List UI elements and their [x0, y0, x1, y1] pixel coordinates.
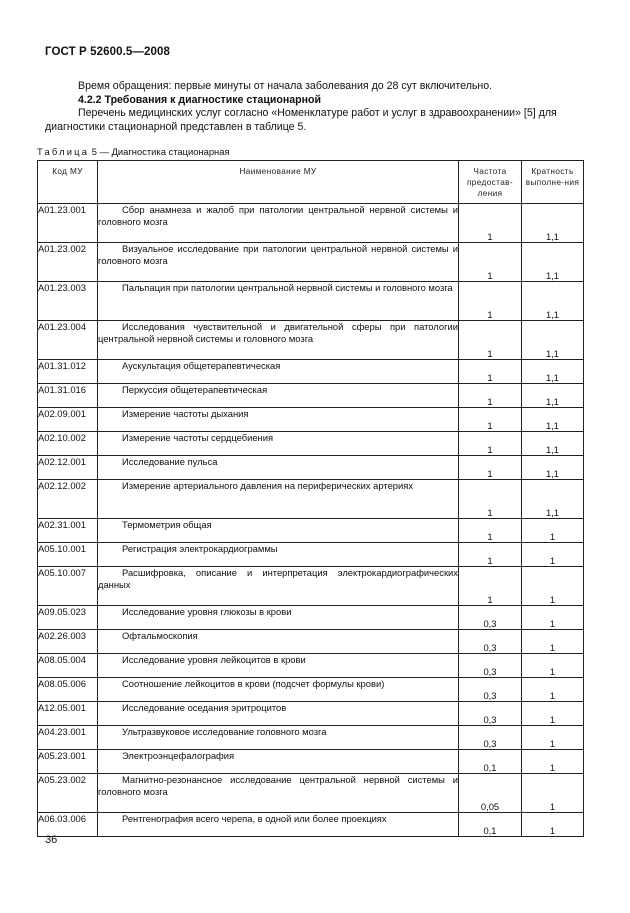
table-row: [38, 567, 584, 606]
cell-name: [98, 321, 459, 360]
cell-frequency: 0,05: [459, 774, 522, 813]
cell-frequency: 1: [459, 243, 522, 282]
cell-code: A05.10.007: [38, 567, 98, 606]
cell-name: [98, 750, 459, 774]
cell-name-text: Соотношение лейкоцитов в крови (подсчет формулы крови): [122, 678, 385, 689]
cell-name: [98, 654, 459, 678]
cell-code: A01.23.004: [38, 321, 98, 360]
cell-frequency: 1: [459, 432, 522, 456]
cell-name-text: Регистрация электрокардиограммы: [122, 543, 278, 554]
cell-code: A05.10.001: [38, 543, 98, 567]
cell-code: A12.05.001: [38, 702, 98, 726]
cell-code: A02.10.002: [38, 432, 98, 456]
table-row: [38, 456, 584, 480]
cell-code: A02.26.003: [38, 630, 98, 654]
cell-name: [98, 408, 459, 432]
cell-name: [98, 282, 459, 321]
intro-block: [45, 80, 583, 134]
cell-frequency: 1: [459, 282, 522, 321]
cell-frequency: 0,3: [459, 606, 522, 630]
table-row: [38, 243, 584, 282]
cell-name-text: Рентгенография всего черепа, в одной или более проекциях: [122, 813, 387, 824]
cell-code: A06.03.006: [38, 813, 98, 837]
cell-name-text: Исследование уровня лейкоцитов в крови: [122, 654, 306, 665]
cell-name-text: Измерение артериального давления на периферических артериях: [122, 480, 414, 491]
cell-code: A04.23.001: [38, 726, 98, 750]
table-row: [38, 678, 584, 702]
cell-multiplicity: 1: [522, 750, 584, 774]
cell-frequency: 1: [459, 543, 522, 567]
cell-frequency: 1: [459, 384, 522, 408]
cell-code: A08.05.006: [38, 678, 98, 702]
cell-name-text: Перкуссия общетерапевтическая: [122, 384, 268, 395]
cell-name-text: Электроэнцефалография: [122, 750, 235, 761]
page-number: 36: [45, 834, 58, 846]
cell-frequency: 1: [459, 456, 522, 480]
cell-frequency: 1: [459, 408, 522, 432]
cell-frequency: 1: [459, 567, 522, 606]
table-caption: [37, 146, 230, 157]
cell-name: [98, 243, 459, 282]
cell-multiplicity: 1: [522, 813, 584, 837]
cell-code: A05.23.002: [38, 774, 98, 813]
table-row: [38, 408, 584, 432]
caption-text: 5 — Диагностика стационарная: [91, 146, 230, 157]
table-row: [38, 750, 584, 774]
col-header-code: Код МУ: [38, 161, 98, 204]
cell-multiplicity: 1: [522, 654, 584, 678]
cell-name-text: Измерение частоты дыхания: [122, 408, 249, 419]
col-header-multiplicity: Кратность выполне-ния: [522, 161, 584, 204]
section-heading: 4.2.2 Требования к диагностике стационарной: [78, 93, 321, 106]
cell-multiplicity: 1: [522, 630, 584, 654]
table-row: [38, 432, 584, 456]
cell-name: [98, 813, 459, 837]
cell-code: A05.23.001: [38, 750, 98, 774]
cell-name-text: Термометрия общая: [122, 519, 212, 530]
table-row: [38, 606, 584, 630]
cell-multiplicity: 1,1: [522, 282, 584, 321]
time-line: Время обращения: первые минуты от начала заболевания до 28 сут включительно.: [78, 80, 493, 92]
col-header-name: Наименование МУ: [98, 161, 459, 204]
cell-name: [98, 384, 459, 408]
cell-name: [98, 630, 459, 654]
caption-label: Таблица: [37, 146, 90, 157]
cell-frequency: 0,3: [459, 654, 522, 678]
cell-name: [98, 606, 459, 630]
cell-multiplicity: 1,1: [522, 480, 584, 519]
table-row: [38, 654, 584, 678]
cell-name: [98, 726, 459, 750]
cell-code: A02.12.001: [38, 456, 98, 480]
cell-name: [98, 204, 459, 243]
cell-code: A01.23.002: [38, 243, 98, 282]
table-row: [38, 630, 584, 654]
cell-multiplicity: 1: [522, 726, 584, 750]
cell-multiplicity: 1: [522, 543, 584, 567]
cell-code: A08.05.004: [38, 654, 98, 678]
cell-multiplicity: 1,1: [522, 321, 584, 360]
table-row: [38, 282, 584, 321]
table-row: [38, 702, 584, 726]
cell-name: [98, 480, 459, 519]
table-row: [38, 384, 584, 408]
cell-name: [98, 456, 459, 480]
cell-name-text: Расшифровка, описание и интерпретация электрокардиографических данных: [98, 567, 458, 590]
cell-frequency: 0,1: [459, 813, 522, 837]
cell-frequency: 1: [459, 321, 522, 360]
cell-multiplicity: 1,1: [522, 384, 584, 408]
cell-name-text: Магнитно-резонансное исследование центральной нервной системы и головного мозга: [98, 774, 458, 797]
cell-multiplicity: 1,1: [522, 456, 584, 480]
cell-frequency: 0,3: [459, 630, 522, 654]
table-row: [38, 480, 584, 519]
cell-code: A02.09.001: [38, 408, 98, 432]
cell-name-text: Визуальное исследование при патологии центральной нервной системы и головного мозга: [98, 243, 458, 266]
cell-code: A09.05.023: [38, 606, 98, 630]
cell-name-text: Измерение частоты сердцебиения: [122, 432, 274, 443]
cell-multiplicity: 1: [522, 606, 584, 630]
cell-multiplicity: 1: [522, 519, 584, 543]
cell-name-text: Аускультация общетерапевтическая: [122, 360, 281, 371]
cell-name: [98, 432, 459, 456]
cell-code: A02.31.001: [38, 519, 98, 543]
table-row: [38, 774, 584, 813]
intro-paragraph: Перечень медицинских услуг согласно «Номенклатуре работ и услуг в здравоохранении» [5] для диагностики стационарной представлен в таблице 5.: [45, 107, 557, 133]
cell-name-text: Исследование уровня глюкозы в крови: [122, 606, 292, 617]
cell-name-text: Офтальмоскопия: [122, 630, 198, 641]
cell-frequency: 1: [459, 204, 522, 243]
cell-name: [98, 774, 459, 813]
cell-code: A01.23.001: [38, 204, 98, 243]
cell-code: A02.12.002: [38, 480, 98, 519]
table-row: [38, 813, 584, 837]
cell-multiplicity: 1: [522, 567, 584, 606]
cell-code: A01.23.003: [38, 282, 98, 321]
cell-code: A01.31.012: [38, 360, 98, 384]
cell-name-text: Сбор анамнеза и жалоб при патологии центральной нервной системы и головного мозга: [98, 204, 458, 227]
document-header: ГОСТ Р 52600.5—2008: [45, 46, 170, 58]
cell-name: [98, 543, 459, 567]
col-header-frequency: Частота предостав-ления: [459, 161, 522, 204]
cell-frequency: 0,1: [459, 750, 522, 774]
cell-multiplicity: 1,1: [522, 360, 584, 384]
services-table: [37, 160, 584, 837]
cell-multiplicity: 1: [522, 774, 584, 813]
table-row: [38, 321, 584, 360]
table-row: [38, 543, 584, 567]
cell-name: [98, 702, 459, 726]
table-row: [38, 360, 584, 384]
cell-name-text: Исследование пульса: [122, 456, 218, 467]
cell-multiplicity: 1,1: [522, 408, 584, 432]
cell-multiplicity: 1: [522, 702, 584, 726]
table-header-row: [38, 161, 584, 204]
cell-name: [98, 360, 459, 384]
cell-frequency: 0,3: [459, 702, 522, 726]
cell-name-text: Ультразвуковое исследование головного мозга: [122, 726, 327, 737]
cell-name-text: Исследование оседания эритроцитов: [122, 702, 287, 713]
cell-multiplicity: 1,1: [522, 204, 584, 243]
cell-name-text: Пальпация при патологии центральной нервной системы и головного мозга: [122, 282, 453, 293]
cell-frequency: 1: [459, 360, 522, 384]
cell-frequency: 1: [459, 480, 522, 519]
cell-code: A01.31.016: [38, 384, 98, 408]
cell-multiplicity: 1,1: [522, 432, 584, 456]
cell-name: [98, 678, 459, 702]
cell-multiplicity: 1,1: [522, 243, 584, 282]
cell-frequency: 0,3: [459, 726, 522, 750]
table-row: [38, 204, 584, 243]
cell-name-text: Исследования чувствительной и двигательной сферы при патологии центральной нервной системы и головного мозга: [98, 321, 458, 344]
cell-frequency: 0,3: [459, 678, 522, 702]
table-row: [38, 519, 584, 543]
cell-name: [98, 519, 459, 543]
cell-name: [98, 567, 459, 606]
cell-frequency: 1: [459, 519, 522, 543]
cell-multiplicity: 1: [522, 678, 584, 702]
table-row: [38, 726, 584, 750]
